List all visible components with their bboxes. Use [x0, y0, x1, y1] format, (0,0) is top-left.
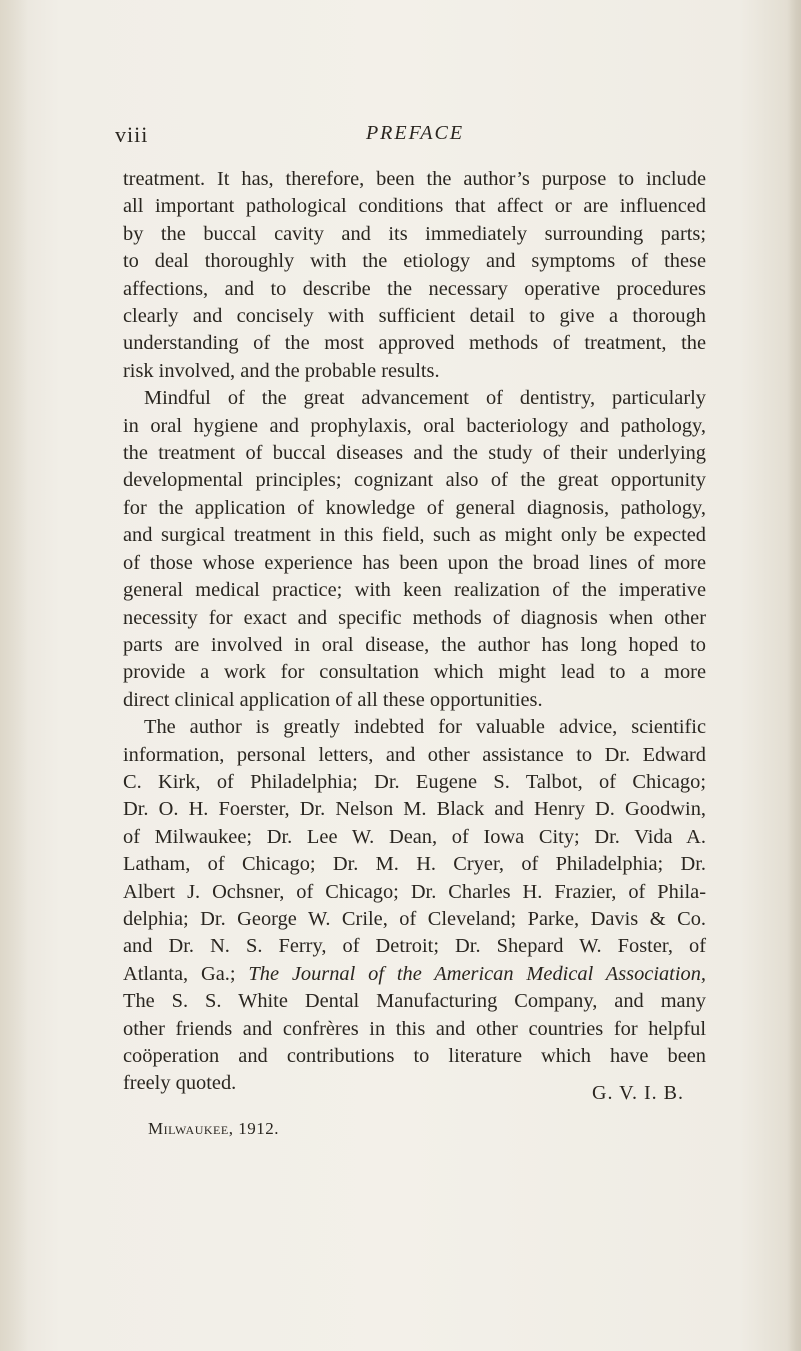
page-edge-right-shadow: [787, 0, 801, 1351]
text-line: C. Kirk, of Philadelphia; Dr. Eugene S. Talbot, of Chicago;: [123, 770, 706, 793]
text-line: by the buccal cavity and its immediately surrounding parts;: [123, 222, 706, 245]
text-line: Dr. O. H. Foerster, Dr. Nelson M. Black and Henry D. Goodwin,: [123, 798, 706, 821]
text-line: Mindful of the great advancement of dentistry, particularly: [144, 387, 706, 410]
text-line: coöperation and contributions to literature which have been: [123, 1045, 706, 1067]
page-number: viii: [115, 122, 149, 147]
text-line: Latham, of Chicago; Dr. M. H. Cryer, of Philadelphia; Dr.: [123, 853, 706, 876]
text-line: for the application of knowledge of general diagnosis, pathology,: [123, 496, 706, 519]
running-head: PREFACE: [365, 122, 465, 144]
text-line: Albert J. Ochsner, of Chicago; Dr. Charles H. Frazier, of Phila-: [123, 880, 706, 903]
text-line: of Milwaukee; Dr. Lee W. Dean, of Iowa City; Dr. Vida A.: [123, 825, 706, 848]
text-line: to deal thoroughly with the etiology and symptoms of these: [123, 250, 706, 273]
text-line: treatment. It has, therefore, been the author’s purpose to include: [123, 168, 706, 190]
journal-title: The Journal of the American Medical Association,: [248, 962, 706, 985]
text-line: The S. S. White Dental Manufacturing Company, and many: [123, 990, 706, 1013]
text-line: The author is greatly indebted for valuable advice, scientific: [144, 716, 706, 739]
text-line-with-journal-title: [123, 961, 706, 988]
journal-line-prefix: Atlanta, Ga.;: [123, 962, 236, 985]
place-and-date: Milwaukee, 1912.: [148, 1119, 279, 1138]
text-line: parts are involved in oral disease, the author has long hoped to: [123, 633, 706, 656]
text-line: necessity for exact and specific methods of diagnosis when other: [123, 606, 706, 629]
paragraph-1: [123, 166, 706, 385]
author-initials: G. V. I. B.: [592, 1082, 684, 1104]
paragraph-3: [123, 714, 706, 1098]
text-line: provide a work for consultation which might lead to a more: [123, 661, 706, 684]
text-line: affections, and to describe the necessary operative procedures: [123, 277, 706, 300]
text-line: of those whose experience has been upon the broad lines of more: [123, 551, 706, 574]
text-line: risk involved, and the probable results.: [123, 359, 440, 382]
text-line: and Dr. N. S. Ferry, of Detroit; Dr. Shepard W. Foster, of: [123, 935, 706, 958]
text-line: information, personal letters, and other assistance to Dr. Edward: [123, 743, 706, 766]
paragraph-2: [123, 385, 706, 714]
text-line: delphia; Dr. George W. Crile, of Cleveland; Parke, Davis & Co.: [123, 907, 706, 930]
text-line: all important pathological conditions that affect or are influenced: [123, 195, 706, 218]
text-line: and surgical treatment in this field, such as might only be expected: [123, 524, 706, 547]
preface-body: [123, 166, 706, 1098]
text-line: freely quoted.: [123, 1072, 237, 1095]
text-line: understanding of the most approved methods of treatment, the: [123, 332, 706, 355]
text-line: direct clinical application of all these opportunities.: [123, 688, 543, 711]
page-header: [115, 122, 715, 150]
text-line: other friends and confrères in this and other countries for helpful: [123, 1017, 706, 1040]
text-line: general medical practice; with keen realization of the imperative: [123, 579, 706, 602]
text-line: developmental principles; cognizant also of the great opportunity: [123, 469, 706, 492]
text-line: the treatment of buccal diseases and the study of their underlying: [123, 442, 706, 465]
page-edge-left-shadow: [0, 0, 28, 1351]
text-line: clearly and concisely with sufficient detail to give a thorough: [123, 305, 706, 328]
text-line: in oral hygiene and prophylaxis, oral bacteriology and pathology,: [123, 414, 706, 437]
